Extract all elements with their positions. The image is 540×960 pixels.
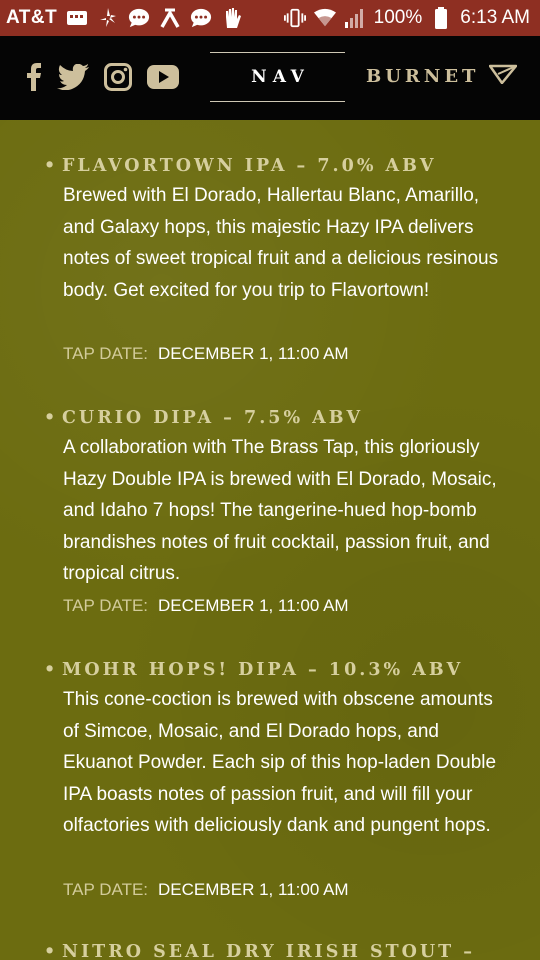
beer-list — [0, 120, 540, 960]
carrier-label: AT&T — [6, 7, 58, 28]
tap-date-value: DECEMBER 1, 11:00 AM — [158, 880, 349, 899]
yelp-icon — [97, 7, 119, 29]
tap-date — [63, 344, 349, 364]
bullet: • — [44, 660, 56, 680]
battery-percent: 100% — [373, 7, 423, 28]
facebook-icon[interactable] — [26, 62, 42, 92]
beer-title: • NITRO SEAL DRY IRISH STOUT – — [44, 942, 476, 960]
battery-icon — [430, 7, 452, 29]
beer-title: • MOHR HOPS! DIPA – 10.3% ABV — [44, 660, 464, 680]
tap-date-label: TAP DATE: — [63, 344, 149, 363]
bullet: • — [44, 408, 56, 428]
site-header — [0, 36, 540, 120]
signal-icon — [344, 7, 366, 29]
tap-date — [63, 880, 349, 900]
tap-date-label: TAP DATE: — [63, 596, 149, 615]
tools-icon — [159, 7, 181, 29]
beer-title: • FLAVORTOWN IPA – 7.0% ABV — [44, 156, 437, 176]
location-arrow-icon — [489, 64, 517, 89]
chat-bubble-icon — [190, 7, 212, 29]
beer-description: This cone-coction is brewed with obscene amounts of Simcoe, Mosaic, and El Dorado hops, and Ekuanot Powder. Each sip of this hop-laden Double IPA boasts notes of passion fruit, and will fill your olfactories with deliciously dank and pungent hops. — [63, 689, 497, 837]
chat-bubble-icon — [128, 7, 150, 29]
beer-description: Brewed with El Dorado, Hallertau Blanc, Amarillo, and Galaxy hops, this majestic Hazy IPA delivers notes of sweet tropical fruit and a delicious resinous body. Get excited for you trip to Flavortown! — [63, 185, 499, 301]
location-label: BURNET — [366, 66, 480, 87]
clock: 6:13 AM — [460, 7, 530, 28]
message-icon — [66, 7, 88, 29]
tap-date-value: DECEMBER 1, 11:00 AM — [158, 344, 349, 363]
social-links — [26, 62, 179, 92]
tap-date — [63, 596, 349, 616]
nav-button[interactable]: NAV — [210, 52, 345, 102]
hand-icon — [221, 7, 243, 29]
tap-date-value: DECEMBER 1, 11:00 AM — [158, 596, 349, 615]
bullet: • — [44, 156, 56, 176]
beer-title: • CURIO DIPA – 7.5% ABV — [44, 408, 364, 428]
vibrate-icon — [284, 7, 306, 29]
youtube-icon[interactable] — [147, 62, 179, 92]
status-bar — [0, 0, 540, 36]
location-selector[interactable] — [366, 64, 517, 89]
twitter-icon[interactable] — [57, 62, 89, 92]
instagram-icon[interactable] — [104, 62, 132, 92]
beer-description: A collaboration with The Brass Tap, this gloriously Hazy Double IPA is brewed with El Dorado, Mosaic, and Idaho 7 hops! The tangerine-hued hop-bomb brandishes notes of fruit cocktail, passion fruit, and tropical citrus. — [63, 437, 497, 585]
bullet: • — [44, 942, 56, 960]
tap-date-label: TAP DATE: — [63, 880, 149, 899]
wifi-icon — [314, 7, 336, 29]
